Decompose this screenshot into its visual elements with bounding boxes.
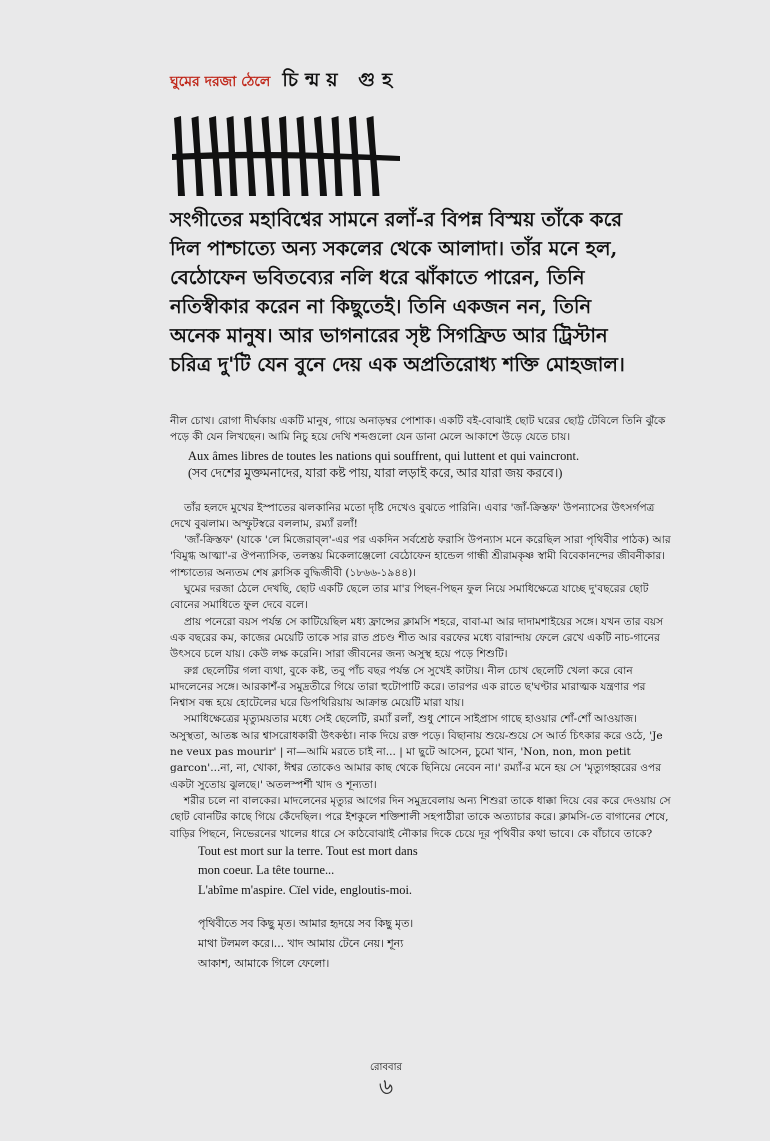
bengali-poem — [198, 914, 672, 974]
poem-line: মাথা টলমল করে।... খাদ আমায় টেনে নেয়। শূন্য — [198, 937, 404, 951]
body-paragraph: প্রায় পনেরো বয়স পর্যন্ত সে কাটিয়েছিল মধ্য ফ্রান্সের ক্লামসি শহরে, বাবা-মা আর দাদামশাইয়ের সঙ্গে। যখন তার বয়স এক বছরের কম, কাজের মেয়েটি তাকে সার রাত প্রচণ্ড শীত আর বরফের মধ্যে বারান্দায় ফেলে রেখে একটি নাচ-গানের উৎসবে চলে যায়। কেউ লক্ষ করেনি। সারা জীবনের জন্য অসুস্থ হয়ে পড়ে শিশুটি। — [170, 615, 664, 661]
series-title: ঘুমের দরজা ঠেলে — [170, 74, 271, 90]
poem-line: L'abîme m'aspire. Cïel vide, engloutis-moi. — [198, 882, 413, 897]
lede-paragraph — [170, 205, 670, 379]
lede-line: বেঠোফেন ভবিতব্যের নলি ধরে ঝাঁকাতে পারেন, তিনি — [170, 266, 585, 289]
paragraph-gap — [170, 482, 672, 500]
lede-line: নতিস্বীকার করেন না কিছুতেই। তিনি একজন নন, তিনি — [170, 295, 592, 318]
body-paragraph: ঘুমের দরজা ঠেলে দেখছি, ছোট একটি ছেলে তার মা'র পিছন-পিছন ফুল নিয়ে সমাধিক্ষেত্রে যাচ্ছে দু'বছরের ছোট বোনের সমাধিতে ফুল দেবে বলে। — [170, 583, 649, 612]
poem-line: Tout est mort sur la terre. Tout est mort dans — [198, 843, 418, 858]
french-quote: Aux âmes libres de toutes les nations qui souffrent, qui luttent et qui vaincront. — [188, 448, 580, 463]
body-paragraph: সমাধিক্ষেত্রের মৃত্যুময়তার মধ্যে সেই ছেলেটি, রম্যাঁ রলাঁ, শুধু শোনে সাইপ্রাস গাছে হাওয়ার শোঁ-শোঁ আওয়াজ। অসুস্থতা, আতঙ্ক আর শ্বাসরোধকারী উৎকণ্ঠা। নাক দিয়ে রক্ত পড়ে। বিছানায় শুয়ে-শুয়ে সে আর্ত চিৎকার করে ওঠে, 'Je ne veux pas mourir' | না—আমি মরতে চাই না... | মা ছুটে আসেন, চুমো খান, 'Non, non, mon petit garcon'...না, না, খোকা, ঈশ্বর তোকেও আমার কাছ থেকে ছিনিয়ে নেবেন না।' রম্যাঁ-র মনে হয় সে 'মৃত্যুগহ্বরের ওপর একটা সুতোয় ঝুলছে।' অতলস্পর্শী খাদ ও শূন্যতা। — [170, 713, 663, 791]
body-paragraph: 'জাঁ-ক্রিস্তফ' (যাকে 'লে মিজেরাব্‌ল'-এর পর একদিন সর্বশ্রেষ্ঠ ফরাসি উপন্যাস মনে করেছিল সারা পৃথিবীর পাঠক) আর 'বিমুগ্ধ আত্মা'-র ঔপন্যাসিক, তলস্তয় মিকেলাঞ্জেলো বেঠোফেন হান্ডেল গান্ধী শ্রীরামকৃষ্ণ স্বামী বিবেকানন্দের জীবনীকার। পাশ্চাত্যের অন্যতম শেষ ক্লাসিক বুদ্ধিজীবী (১৮৬৬-১৯৪৪)। — [170, 534, 671, 579]
body-paragraph: রুগ্ন ছেলেটির গলা ব্যথা, বুকে কষ্ট, তবু পাঁচ বছর পর্যন্ত সে সুখেই কাটায়। নীল চোখ ছেলেটি খেলা করে বোন মাদলেনের সঙ্গে। আরকাশঁ-র সমুদ্রতীরে গিয়ে তারা হুটোপাটি করে। তারপর এক রাতে ছ'ঘণ্টার মারাত্মক যন্ত্রণার পর নিশ্বাস বন্ধ হয়ে হোটেলের ঘরে ডিপথিরিয়ায় আক্রান্ত মেয়েটি মারা যায়। — [170, 664, 646, 710]
page-number: ৬ — [378, 1075, 394, 1100]
poem-line: mon coeur. La tête tourne... — [198, 863, 335, 878]
article-header — [170, 66, 399, 98]
body-paragraph: শরীর চলে না বালকের। মাদলেনের মৃত্যুর আগের দিন সমুদ্রবেলায় অন্য শিশুরা তাকে ধাক্কা দিয়ে বের করে দেওয়ায় সে ছোট বোনটির কাছে গিয়ে কেঁদেছিল। পরে ইশকুলে শক্তিশালী সহপাঠীরা তাকে অত্যাচার করে। ক্লামসি-তে বাগানের শেষে, বাড়ির পিছনে, নিভেরনের খালের ধারে সে কাঠবোঝাই নৌকার দিকে চেয়ে দূর পৃথিবীর কথা ভাবে। কে বাঁচাবে তাকে? — [170, 794, 671, 840]
poem-line: পৃথিবীতে সব কিছু মৃত। আমার হৃদয়ে সব কিছু মৃত। — [198, 917, 414, 931]
page-footer — [356, 1060, 416, 1099]
poem-line: আকাশ, আমাকে গিলে ফেলো। — [198, 957, 330, 971]
quote-translation: (সব দেশের মুক্তমনাদের, যারা কষ্ট পায়, যারা লড়াই করে, আর যারা জয় করবে।) — [188, 465, 563, 480]
brush-strokes-icon — [168, 112, 418, 202]
body-paragraph: তাঁর হলদে মুখের ইস্পাতের ঝলকানির মতো দৃষ্টি দেখেও বুঝতে পারিনি। এবার 'জাঁ-ক্রিস্তফ' উপন্যাসের উৎসর্গপত্র দেখে বুঝলাম। অস্ফুটস্বরে বললাম, রম্যাঁ রলাঁ! — [170, 501, 655, 530]
author-name: চিন্ময় গুহ — [282, 69, 400, 91]
body-paragraph: নীল চোখ। রোগা দীর্ঘকায় একটি মানুষ, গায়ে অনাড়ম্বর পোশাক। একটি বই-বোঝাই ছোট ঘরের ছোট্ট টেবিলে তিনি ঝুঁকে পড়ে কী যেন লিখছেন। আমি নিচু হয়ে দেখি শব্দগুলো যেন ডানা মেলে আকাশে উড়ে যেতে চায়। — [170, 415, 666, 444]
lede-line: অনেক মানুষ। আর ভাগনারের সৃষ্ট সিগফ্রিড আর ট্রিস্টান — [170, 324, 608, 347]
magazine-name: রোববার — [370, 1062, 402, 1073]
lede-line: সংগীতের মহাবিশ্বের সামনে রলাঁ-র বিপন্ন বিস্ময় তাঁকে করে — [170, 208, 623, 231]
french-poem — [198, 842, 672, 901]
lede-line: দিল পাশ্চাত্যে অন্য সকলের থেকে আলাদা। তাঁর মনে হল, — [170, 237, 618, 260]
lede-line: চরিত্র দু'টি যেন বুনে দেয় এক অপ্রতিরোধ্য শক্তি মোহজাল। — [170, 353, 625, 376]
poem-gap — [170, 900, 672, 914]
article-body — [170, 413, 672, 974]
